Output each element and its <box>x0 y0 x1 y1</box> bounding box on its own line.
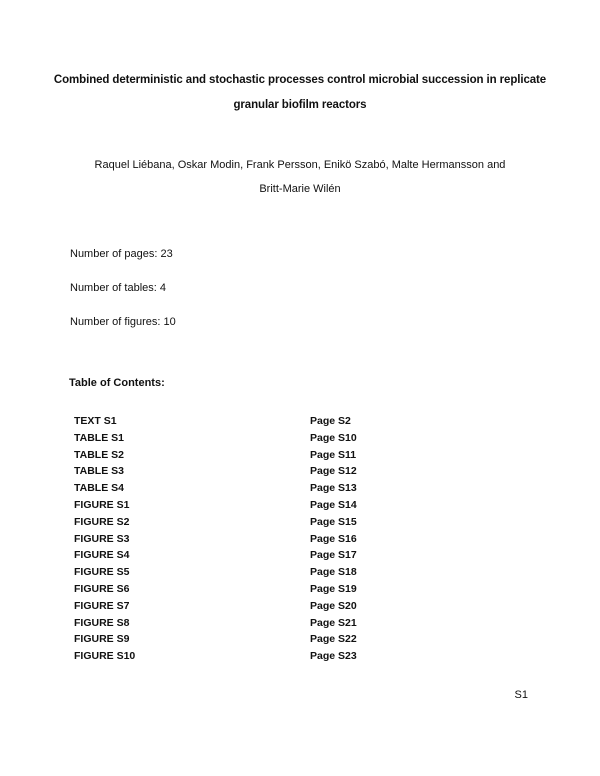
toc-row <box>74 531 374 548</box>
toc-row <box>74 413 374 430</box>
toc-page-ref: Page S23 <box>310 650 357 663</box>
toc-row <box>74 463 374 480</box>
toc-row <box>74 547 374 564</box>
title-line-2: granular biofilm reactors <box>233 99 367 111</box>
toc-item-label: FIGURE S7 <box>74 599 130 612</box>
page-number: S1 <box>514 689 528 701</box>
number-of-figures: Number of figures: 10 <box>70 316 176 328</box>
toc-row <box>74 598 374 615</box>
toc-page-ref: Page S21 <box>310 616 357 629</box>
toc-page-ref: Page S16 <box>310 532 357 545</box>
title-line-1: Combined deterministic and stochastic processes control microbial succession in replicate <box>53 74 547 86</box>
toc-row <box>74 564 374 581</box>
toc-item-label: FIGURE S8 <box>74 616 130 629</box>
toc-page-ref: Page S15 <box>310 515 357 528</box>
toc-row <box>74 631 374 648</box>
toc-page-ref: Page S14 <box>310 498 357 511</box>
toc-page-ref: Page S22 <box>310 633 357 646</box>
document-title <box>40 68 560 118</box>
toc-page-ref: Page S12 <box>310 465 357 478</box>
toc-page-ref: Page S17 <box>310 549 357 562</box>
number-of-pages: Number of pages: 23 <box>70 248 173 260</box>
authors-line-1: Raquel Liébana, Oskar Modin, Frank Persson, Enikö Szabó, Malte Hermansson and <box>94 159 506 171</box>
toc-item-label: TABLE S3 <box>74 465 124 478</box>
toc-page-ref: Page S20 <box>310 599 357 612</box>
document-counts <box>70 246 176 348</box>
toc-item-label: FIGURE S9 <box>74 633 130 646</box>
toc-page-ref: Page S11 <box>310 448 357 461</box>
toc-item-label: FIGURE S1 <box>74 498 130 511</box>
toc-heading: Table of Contents: <box>69 377 165 389</box>
toc-row <box>74 648 374 665</box>
authors <box>40 153 560 201</box>
toc-item-label: FIGURE S5 <box>74 566 130 579</box>
toc-page-ref: Page S18 <box>310 566 357 579</box>
toc-page-ref: Page S10 <box>310 431 357 444</box>
toc-row <box>74 497 374 514</box>
toc-item-label: TABLE S1 <box>74 431 124 444</box>
toc-item-label: FIGURE S10 <box>74 650 136 663</box>
toc-item-label: TEXT S1 <box>74 415 117 427</box>
toc-page-ref: Page S19 <box>310 582 357 595</box>
number-of-tables: Number of tables: 4 <box>70 282 166 294</box>
toc-item-label: TABLE S2 <box>74 448 124 461</box>
toc-row <box>74 480 374 497</box>
authors-line-2: Britt-Marie Wilén <box>259 183 341 195</box>
toc-item-label: FIGURE S6 <box>74 582 130 595</box>
toc-page-ref: Page S2 <box>310 415 351 427</box>
table-of-contents <box>74 413 374 665</box>
toc-item-label: FIGURE S4 <box>74 549 130 562</box>
toc-row <box>74 430 374 447</box>
toc-item-label: TABLE S4 <box>74 482 124 495</box>
toc-row <box>74 447 374 464</box>
toc-row <box>74 514 374 531</box>
toc-page-ref: Page S13 <box>310 482 357 495</box>
toc-row <box>74 615 374 632</box>
toc-item-label: FIGURE S3 <box>74 532 130 545</box>
toc-item-label: FIGURE S2 <box>74 515 130 528</box>
toc-row <box>74 581 374 598</box>
